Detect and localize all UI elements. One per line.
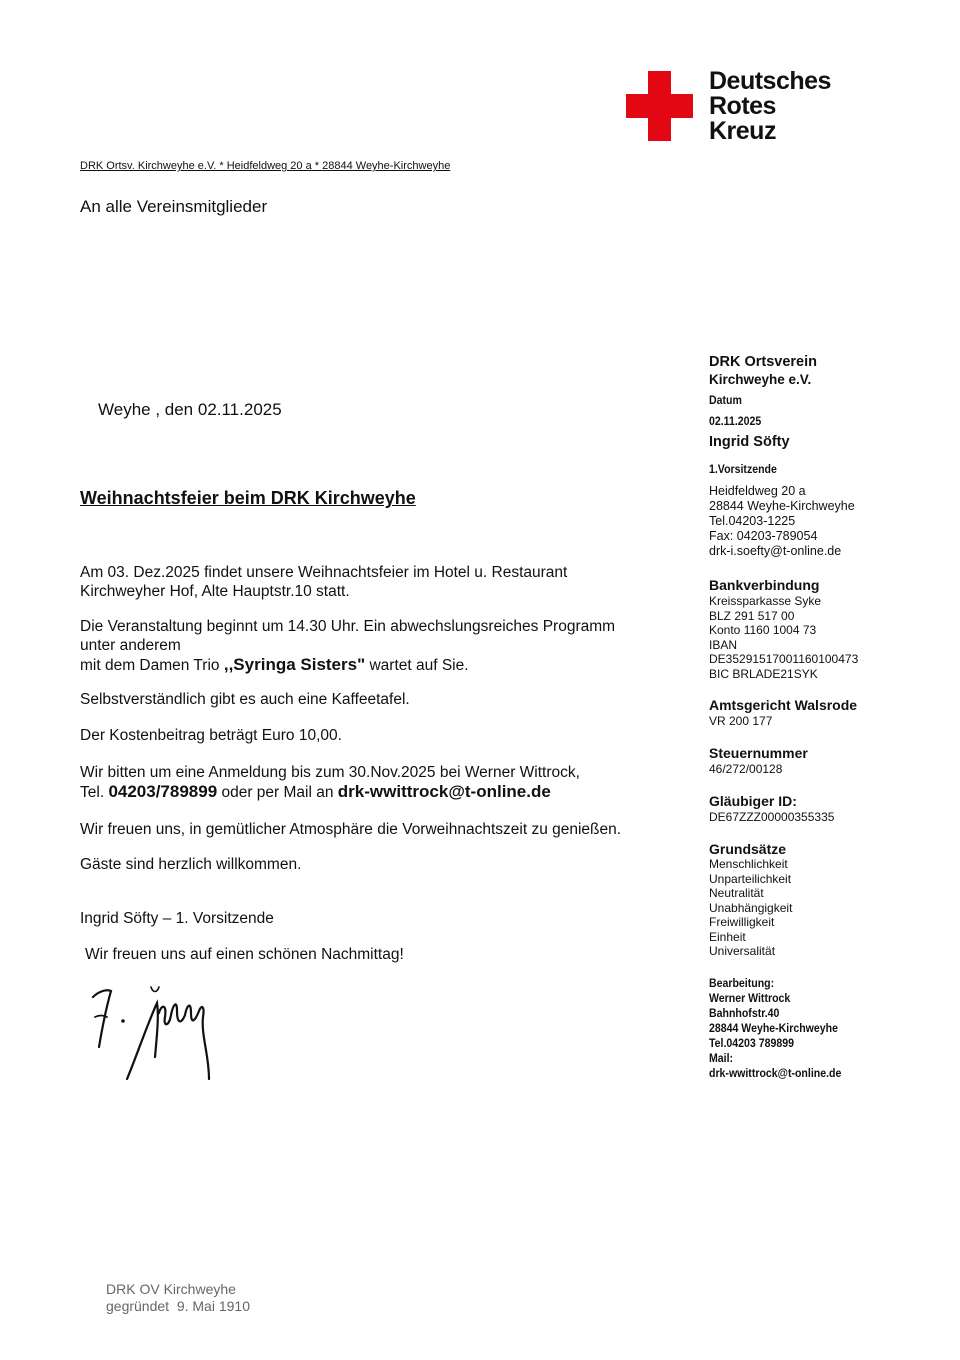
processing-line: Tel.04203 789899: [709, 1036, 794, 1050]
text-span: wartet auf Sie.: [365, 657, 469, 674]
red-cross-icon: [626, 71, 693, 141]
creditor-section: [709, 792, 834, 825]
tax-section: [709, 744, 808, 777]
tax-value: 46/272/00128: [709, 762, 783, 776]
band-name: ,,Syringa Sisters": [223, 655, 366, 674]
footer-line: DRK OV Kirchweyhe: [106, 1281, 236, 1297]
text-line: unter anderem: [80, 637, 181, 654]
paragraph-atmosphere: Wir freuen uns, in gemütlicher Atmosphäre die Vorweihnachtszeit zu genießen.: [80, 821, 622, 838]
iban: DE35291517001160100473: [709, 652, 859, 666]
registration-phone: 04203/789899: [108, 782, 218, 801]
footer-line: gegründet 9. Mai 1910: [106, 1298, 250, 1314]
date-label: Datum: [709, 393, 742, 407]
drk-logo: [626, 67, 856, 145]
principle: Unabhängigkeit: [709, 900, 793, 915]
bank-line: BLZ 291 517 00: [709, 608, 795, 623]
handwritten-signature: [85, 975, 225, 1090]
date-value: 02.11.2025: [709, 414, 762, 428]
paragraph-registration: [80, 763, 580, 802]
text-line: [80, 782, 580, 802]
address-line: 28844 Weyhe-Kirchweyhe: [709, 499, 855, 513]
principles-section: [709, 841, 792, 959]
creditor-heading: Gläubiger ID:: [709, 793, 797, 809]
principles-heading: Grundsätze: [709, 841, 787, 857]
paragraph-program: [80, 617, 615, 675]
principle: Freiwilligkeit: [709, 915, 775, 929]
address-line: Heidfeldweg 20 a: [709, 484, 806, 498]
text-line: Die Veranstaltung beginnt um 14.30 Uhr. Ein abwechslungsreiches Programm: [80, 618, 616, 635]
registration-email: drk-wwittrock@t-online.de: [337, 782, 551, 801]
org-name-line2: Kirchweyhe e.V.: [709, 372, 812, 387]
contact-name: Ingrid Söfty: [709, 434, 790, 450]
processing-line: Bahnhofstr.40: [709, 1006, 780, 1020]
principle: Unparteilichkeit: [709, 871, 792, 886]
paragraph-cost: Der Kostenbeitrag beträgt Euro 10,00.: [80, 727, 342, 744]
bic: BIC BRLADE21SYK: [709, 666, 818, 681]
text-span: Tel.: [80, 784, 109, 801]
recipient: An alle Vereinsmitglieder: [80, 197, 268, 216]
footer: [106, 1281, 250, 1315]
logo-wordmark: [709, 69, 831, 144]
processing-email: drk-wwittrock@t-online.de: [709, 1066, 842, 1080]
principle: Universalität: [709, 944, 776, 958]
principle: Neutralität: [709, 886, 764, 900]
text-line: [80, 655, 615, 675]
contact-role: 1.Vorsitzende: [709, 462, 777, 476]
paragraph-coffee: Selbstverständlich gibt es auch eine Kaffeetafel.: [80, 691, 410, 708]
text-line: Am 03. Dez.2025 findet unsere Weihnachtsfeier im Hotel u. Restaurant: [80, 564, 568, 581]
contact-email: drk-i.soefty@t-online.de: [709, 544, 842, 558]
text-span: oder per Mail an: [217, 784, 338, 801]
tax-heading: Steuernummer: [709, 745, 808, 761]
text-line: Kirchweyher Hof, Alte Hauptstr.10 statt.: [80, 583, 350, 600]
signoff: Ingrid Söfty – 1. Vorsitzende: [80, 910, 274, 927]
text-line: Wir bitten um eine Anmeldung bis zum 30.Nov.2025 bei Werner Wittrock,: [80, 764, 580, 781]
processing-line: Mail:: [709, 1051, 734, 1065]
bank-heading: Bankverbindung: [709, 577, 820, 593]
principle: Einheit: [709, 929, 746, 944]
creditor-value: DE67ZZZ00000355335: [709, 810, 835, 824]
court-value: VR 200 177: [709, 714, 773, 728]
address-line: Fax: 04203-789054: [709, 529, 818, 543]
closing: Wir freuen uns auf einen schönen Nachmittag!: [85, 946, 404, 963]
logo-line: Kreuz: [709, 117, 776, 145]
org-name: DRK Ortsverein: [709, 354, 817, 370]
principle: Menschlichkeit: [709, 857, 788, 871]
letter-subject: Weihnachtsfeier beim DRK Kirchweyhe: [80, 488, 416, 508]
processing-section: [709, 976, 859, 1081]
text-span: mit dem Damen Trio: [80, 657, 224, 674]
bank-section: [709, 576, 858, 681]
sidebar-org: [709, 353, 817, 389]
paragraph-event-info: [80, 563, 567, 601]
processing-line: Werner Wittrock: [709, 991, 791, 1005]
logo-line: Deutsches: [709, 67, 831, 95]
logo-line: Rotes: [709, 92, 776, 120]
bank-line: IBAN: [709, 637, 738, 652]
court-heading: Amtsgericht Walsrode: [709, 697, 858, 713]
bank-line: Konto 1160 1004 73: [709, 623, 817, 637]
processing-line: 28844 Weyhe-Kirchweyhe: [709, 1021, 838, 1035]
contact-address: [709, 484, 855, 559]
sender-address-line: DRK Ortsv. Kirchweyhe e.V. * Heidfeldweg 20 a * 28844 Weyhe-Kirchweyhe: [80, 160, 451, 172]
processing-line: Bearbeitung:: [709, 976, 775, 990]
address-line: Tel.04203-1225: [709, 514, 796, 528]
bank-line: Kreissparkasse Syke: [709, 594, 822, 608]
place-date: Weyhe , den 02.11.2025: [98, 400, 282, 419]
court-section: [709, 696, 857, 729]
paragraph-guests: Gäste sind herzlich willkommen.: [80, 856, 302, 873]
